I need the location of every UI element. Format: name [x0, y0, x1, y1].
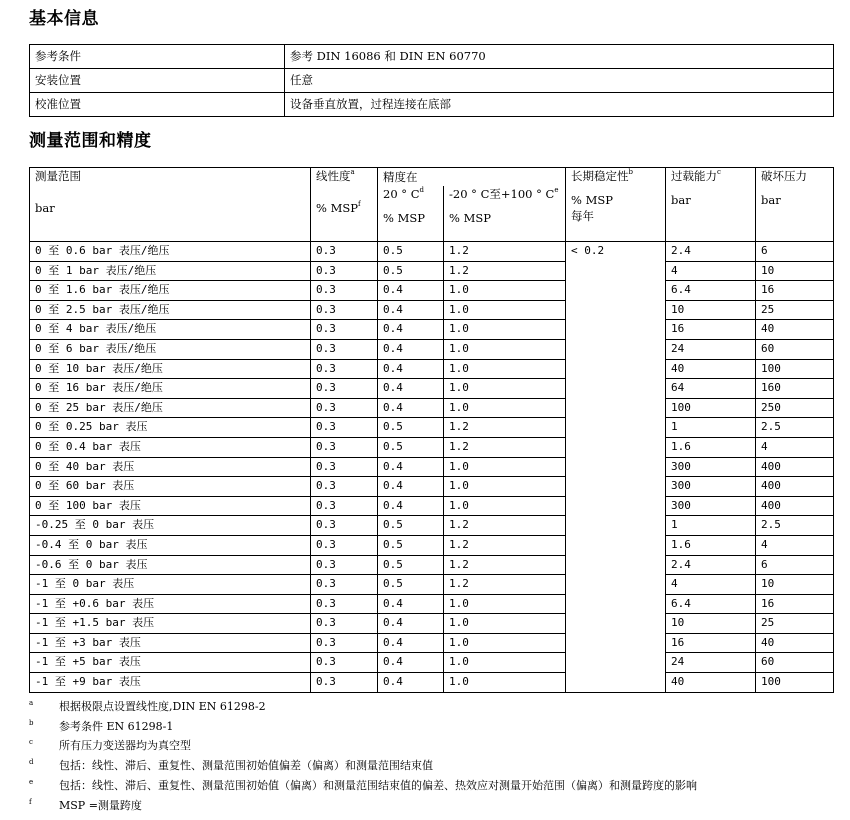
- header-range-label: 测量范围: [35, 169, 81, 183]
- footnote-text: 根据极限点设置线性度,DIN EN 61298-2: [59, 700, 266, 713]
- cell-overload: 4: [666, 575, 756, 595]
- header-overload: [666, 168, 756, 242]
- cell-overload: 300: [666, 496, 756, 516]
- cell-range: -1 至 0 bar 表压: [30, 575, 311, 595]
- table-row: [30, 614, 834, 634]
- footnote-text: 参考条件 EN 61298-1: [59, 720, 174, 733]
- footnote: [29, 718, 173, 734]
- table-row: [30, 555, 834, 575]
- cell-linearity: 0.3: [311, 555, 378, 575]
- cell-accwide: 1.0: [444, 477, 566, 497]
- table-row: [30, 93, 834, 117]
- cell-accwide: 1.0: [444, 673, 566, 693]
- footnote-mark: d: [29, 758, 34, 766]
- table-row: [30, 437, 834, 457]
- cell-burst: 6: [756, 242, 834, 262]
- cell-burst: 400: [756, 457, 834, 477]
- header-linearity-unit: % MSP: [316, 201, 358, 215]
- cell-burst: 2.5: [756, 418, 834, 438]
- cell-linearity: 0.3: [311, 418, 378, 438]
- header-overload-unit: bar: [671, 193, 691, 207]
- cell-accwide: 1.0: [444, 496, 566, 516]
- cell-overload: 2.4: [666, 242, 756, 262]
- table-row: [30, 673, 834, 693]
- cell-range: 0 至 2.5 bar 表压/绝压: [30, 300, 311, 320]
- cell-accwide: 1.2: [444, 535, 566, 555]
- cell-overload: 24: [666, 339, 756, 359]
- cell-linearity: 0.3: [311, 242, 378, 262]
- cell-acc20: 0.5: [378, 261, 444, 281]
- cell-accwide: 1.0: [444, 339, 566, 359]
- section-title-range-accuracy: 测量范围和精度: [29, 131, 152, 151]
- footnote-text: 所有压力变送器均为真空型: [59, 739, 191, 752]
- cell-overload: 1.6: [666, 535, 756, 555]
- header-overload-label: 过载能力: [671, 169, 717, 183]
- cell-accwide: 1.0: [444, 653, 566, 673]
- header-linearity: [311, 168, 378, 242]
- footnote-text: 包括：线性、滞后、重复性、测量范围初始值（偏离）和测量范围结束值的偏差、热效应对测量开始范围（偏离）和测量跨度的影响: [59, 779, 697, 792]
- cell-linearity: 0.3: [311, 300, 378, 320]
- header-range-unit: bar: [35, 201, 55, 215]
- cell-overload: 40: [666, 673, 756, 693]
- header-accwide: [444, 186, 566, 242]
- row-label: 安装位置: [30, 69, 285, 93]
- cell-range: 0 至 25 bar 表压/绝压: [30, 398, 311, 418]
- cell-burst: 6: [756, 555, 834, 575]
- cell-acc20: 0.5: [378, 437, 444, 457]
- table-row: [30, 379, 834, 399]
- cell-acc20: 0.4: [378, 457, 444, 477]
- cell-range: 0 至 4 bar 表压/绝压: [30, 320, 311, 340]
- cell-accwide: 1.2: [444, 555, 566, 575]
- cell-burst: 60: [756, 653, 834, 673]
- cell-range: 0 至 1 bar 表压/绝压: [30, 261, 311, 281]
- cell-acc20: 0.4: [378, 594, 444, 614]
- section-title-basic-info: 基本信息: [29, 9, 99, 29]
- cell-overload: 100: [666, 398, 756, 418]
- cell-acc20: 0.4: [378, 300, 444, 320]
- cell-range: 0 至 60 bar 表压: [30, 477, 311, 497]
- cell-burst: 25: [756, 300, 834, 320]
- table-row: [30, 496, 834, 516]
- cell-stability: < 0.2: [566, 242, 666, 693]
- footnote-ref: e: [554, 186, 559, 194]
- cell-overload: 1.6: [666, 437, 756, 457]
- cell-burst: 4: [756, 437, 834, 457]
- row-value: 任意: [285, 69, 834, 93]
- basic-info-table: [29, 44, 834, 117]
- footnote-text: MSP =测量跨度: [59, 799, 142, 812]
- table-row: [30, 457, 834, 477]
- cell-accwide: 1.0: [444, 594, 566, 614]
- cell-overload: 6.4: [666, 594, 756, 614]
- header-acc20-unit: % MSP: [383, 211, 425, 225]
- cell-linearity: 0.3: [311, 477, 378, 497]
- cell-acc20: 0.5: [378, 516, 444, 536]
- cell-burst: 10: [756, 261, 834, 281]
- cell-range: 0 至 100 bar 表压: [30, 496, 311, 516]
- header-stability: [566, 168, 666, 242]
- table-row: [30, 594, 834, 614]
- cell-accwide: 1.2: [444, 242, 566, 262]
- row-label: 参考条件: [30, 45, 285, 69]
- cell-range: -1 至 +0.6 bar 表压: [30, 594, 311, 614]
- row-value: 设备垂直放置，过程连接在底部: [285, 93, 834, 117]
- cell-overload: 24: [666, 653, 756, 673]
- cell-overload: 4: [666, 261, 756, 281]
- footnote: [29, 698, 266, 714]
- cell-acc20: 0.4: [378, 496, 444, 516]
- cell-range: 0 至 16 bar 表压/绝压: [30, 379, 311, 399]
- table-row: [30, 242, 834, 262]
- header-burst-label: 破坏压力: [761, 169, 807, 183]
- cell-burst: 40: [756, 320, 834, 340]
- cell-burst: 40: [756, 633, 834, 653]
- cell-linearity: 0.3: [311, 516, 378, 536]
- footnote-mark: a: [29, 699, 34, 707]
- header-stability-unit2: 每年: [571, 209, 594, 223]
- cell-range: 0 至 1.6 bar 表压/绝压: [30, 281, 311, 301]
- cell-acc20: 0.4: [378, 673, 444, 693]
- footnote-ref: d: [419, 186, 424, 194]
- footnote: [29, 737, 191, 753]
- cell-range: 0 至 40 bar 表压: [30, 457, 311, 477]
- footnote-mark: f: [29, 798, 32, 806]
- header-stability-unit: % MSP: [571, 193, 613, 207]
- cell-acc20: 0.4: [378, 379, 444, 399]
- cell-acc20: 0.4: [378, 633, 444, 653]
- cell-accwide: 1.2: [444, 516, 566, 536]
- cell-linearity: 0.3: [311, 457, 378, 477]
- cell-linearity: 0.3: [311, 339, 378, 359]
- header-accuracy: 精度在: [378, 168, 566, 187]
- cell-range: -1 至 +3 bar 表压: [30, 633, 311, 653]
- cell-acc20: 0.4: [378, 281, 444, 301]
- table-row: [30, 359, 834, 379]
- table-row: [30, 45, 834, 69]
- header-acc20: [378, 186, 444, 242]
- cell-acc20: 0.5: [378, 575, 444, 595]
- cell-accwide: 1.2: [444, 575, 566, 595]
- cell-accwide: 1.0: [444, 359, 566, 379]
- cell-burst: 250: [756, 398, 834, 418]
- cell-range: 0 至 0.4 bar 表压: [30, 437, 311, 457]
- footnote-ref: a: [350, 168, 355, 176]
- table-row: [30, 398, 834, 418]
- cell-acc20: 0.4: [378, 320, 444, 340]
- table-header-row: [30, 168, 834, 187]
- cell-overload: 40: [666, 359, 756, 379]
- cell-accwide: 1.0: [444, 379, 566, 399]
- cell-range: -0.6 至 0 bar 表压: [30, 555, 311, 575]
- footnote-mark: e: [29, 778, 34, 786]
- cell-acc20: 0.4: [378, 614, 444, 634]
- row-label: 校准位置: [30, 93, 285, 117]
- cell-burst: 4: [756, 535, 834, 555]
- cell-acc20: 0.4: [378, 477, 444, 497]
- cell-acc20: 0.4: [378, 398, 444, 418]
- footnote-mark: c: [29, 738, 33, 746]
- cell-overload: 2.4: [666, 555, 756, 575]
- cell-linearity: 0.3: [311, 359, 378, 379]
- row-value: 参考 DIN 16086 和 DIN EN 60770: [285, 45, 834, 69]
- cell-linearity: 0.3: [311, 673, 378, 693]
- footnote-mark: b: [29, 719, 34, 727]
- cell-burst: 100: [756, 673, 834, 693]
- cell-accwide: 1.0: [444, 300, 566, 320]
- cell-overload: 1: [666, 418, 756, 438]
- cell-burst: 2.5: [756, 516, 834, 536]
- cell-acc20: 0.5: [378, 418, 444, 438]
- cell-burst: 16: [756, 281, 834, 301]
- header-acc20-label: 20 ° C: [383, 187, 420, 201]
- cell-range: -1 至 +9 bar 表压: [30, 673, 311, 693]
- footnote-ref: f: [357, 200, 361, 208]
- footnote-ref: c: [717, 168, 721, 176]
- table-row: [30, 477, 834, 497]
- cell-linearity: 0.3: [311, 653, 378, 673]
- header-accwide-label: -20 ° C至+100 ° C: [449, 187, 555, 201]
- cell-accwide: 1.2: [444, 418, 566, 438]
- cell-linearity: 0.3: [311, 281, 378, 301]
- cell-burst: 160: [756, 379, 834, 399]
- cell-linearity: 0.3: [311, 379, 378, 399]
- cell-linearity: 0.3: [311, 633, 378, 653]
- range-accuracy-table: [29, 167, 834, 693]
- table-row: [30, 516, 834, 536]
- cell-accwide: 1.0: [444, 320, 566, 340]
- cell-range: -0.25 至 0 bar 表压: [30, 516, 311, 536]
- table-row: [30, 339, 834, 359]
- table-row: [30, 300, 834, 320]
- table-row: [30, 633, 834, 653]
- cell-range: -1 至 +1.5 bar 表压: [30, 614, 311, 634]
- cell-overload: 6.4: [666, 281, 756, 301]
- cell-linearity: 0.3: [311, 320, 378, 340]
- cell-burst: 400: [756, 496, 834, 516]
- table-row: [30, 535, 834, 555]
- table-row: [30, 320, 834, 340]
- header-burst: [756, 168, 834, 242]
- cell-acc20: 0.5: [378, 242, 444, 262]
- cell-overload: 16: [666, 320, 756, 340]
- table-row: [30, 281, 834, 301]
- footnote: [29, 797, 142, 813]
- cell-linearity: 0.3: [311, 535, 378, 555]
- cell-linearity: 0.3: [311, 437, 378, 457]
- cell-acc20: 0.4: [378, 653, 444, 673]
- cell-accwide: 1.0: [444, 614, 566, 634]
- cell-burst: 60: [756, 339, 834, 359]
- footnote: [29, 777, 697, 793]
- header-stability-label: 长期稳定性: [571, 169, 629, 183]
- cell-range: 0 至 0.25 bar 表压: [30, 418, 311, 438]
- cell-acc20: 0.5: [378, 555, 444, 575]
- cell-range: -0.4 至 0 bar 表压: [30, 535, 311, 555]
- cell-range: 0 至 0.6 bar 表压/绝压: [30, 242, 311, 262]
- table-row: [30, 69, 834, 93]
- footnote-ref: b: [628, 168, 633, 176]
- cell-overload: 10: [666, 300, 756, 320]
- cell-linearity: 0.3: [311, 261, 378, 281]
- cell-overload: 1: [666, 516, 756, 536]
- cell-accwide: 1.2: [444, 261, 566, 281]
- cell-burst: 25: [756, 614, 834, 634]
- cell-range: 0 至 6 bar 表压/绝压: [30, 339, 311, 359]
- cell-range: 0 至 10 bar 表压/绝压: [30, 359, 311, 379]
- cell-linearity: 0.3: [311, 614, 378, 634]
- cell-linearity: 0.3: [311, 575, 378, 595]
- cell-linearity: 0.3: [311, 398, 378, 418]
- footnote-text: 包括：线性、滞后、重复性、测量范围初始值偏差（偏离）和测量范围结束值: [59, 759, 433, 772]
- table-row: [30, 261, 834, 281]
- cell-accwide: 1.2: [444, 437, 566, 457]
- cell-burst: 10: [756, 575, 834, 595]
- cell-overload: 300: [666, 477, 756, 497]
- table-row: [30, 418, 834, 438]
- cell-accwide: 1.0: [444, 281, 566, 301]
- cell-accwide: 1.0: [444, 457, 566, 477]
- table-row: [30, 575, 834, 595]
- cell-acc20: 0.4: [378, 339, 444, 359]
- cell-linearity: 0.3: [311, 594, 378, 614]
- cell-accwide: 1.0: [444, 398, 566, 418]
- cell-burst: 100: [756, 359, 834, 379]
- cell-overload: 16: [666, 633, 756, 653]
- header-burst-unit: bar: [761, 193, 781, 207]
- cell-linearity: 0.3: [311, 496, 378, 516]
- footnote: [29, 757, 433, 773]
- header-linearity-label: 线性度: [316, 169, 351, 183]
- header-range: [30, 168, 311, 242]
- cell-range: -1 至 +5 bar 表压: [30, 653, 311, 673]
- cell-overload: 10: [666, 614, 756, 634]
- header-accwide-unit: % MSP: [449, 211, 491, 225]
- cell-accwide: 1.0: [444, 633, 566, 653]
- cell-burst: 400: [756, 477, 834, 497]
- cell-acc20: 0.4: [378, 359, 444, 379]
- cell-burst: 16: [756, 594, 834, 614]
- table-row: [30, 653, 834, 673]
- cell-overload: 64: [666, 379, 756, 399]
- cell-overload: 300: [666, 457, 756, 477]
- cell-acc20: 0.5: [378, 535, 444, 555]
